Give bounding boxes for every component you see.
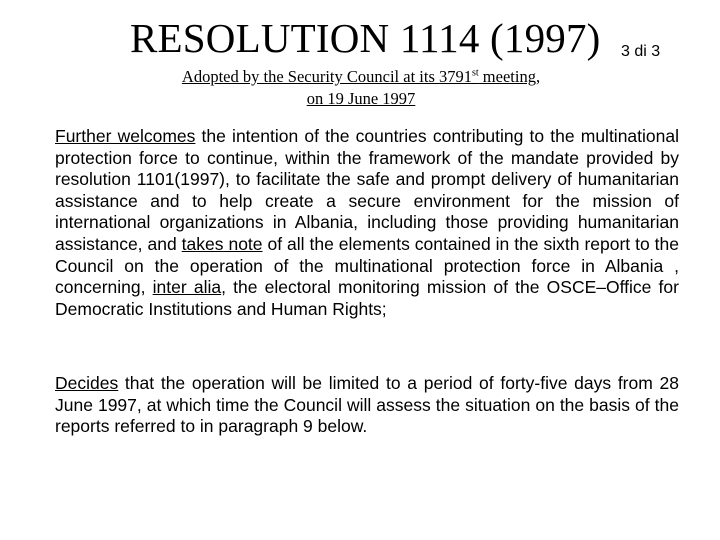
lead-decides: Decides [55, 373, 119, 393]
subtitle-ordinal-suffix: st [472, 67, 479, 79]
adoption-subtitle [140, 66, 582, 110]
subtitle-line2: on 19 June 1997 [306, 89, 416, 108]
lead-further-welcomes: Further welcomes [55, 126, 196, 146]
page-indicator: 3 di 3 [621, 43, 661, 60]
subtitle-line1-post: meeting, [478, 67, 541, 86]
phrase-takes-note: takes note [181, 233, 263, 254]
paragraph-further-welcomes [55, 126, 679, 320]
p1-text-b: of all the elements contained in the sixth report to the Council on the operation of the multinational protection force in Albania , concerning, [55, 233, 680, 298]
paragraph-decides [55, 373, 679, 438]
phrase-inter-alia: inter alia [152, 277, 222, 298]
p1-text-c: , the electoral monitoring mission of the OSCE–Office for Democratic Institutions and Human Rights; [55, 277, 679, 319]
resolution-title: RESOLUTION 1114 (1997) [130, 15, 601, 61]
subtitle-line1-pre: Adopted by the Security Council at its 3791 [181, 67, 472, 86]
p2-text: that the operation will be limited to a period of forty-five days from 28 June 1997, at which time the Council will assess the situation on the basis of the reports referred to in paragraph 9 below. [55, 373, 679, 437]
p1-text-a: the intention of the countries contributing to the multinational protection force to continue, within the framework of the mandate provided by resolution 1101(1997), to facilitate the safe and prompt delivery of humanitarian assistance and to help create a secure environment for the mission of international organizations in Albania, including those providing humanitarian assistance, and [55, 126, 679, 254]
